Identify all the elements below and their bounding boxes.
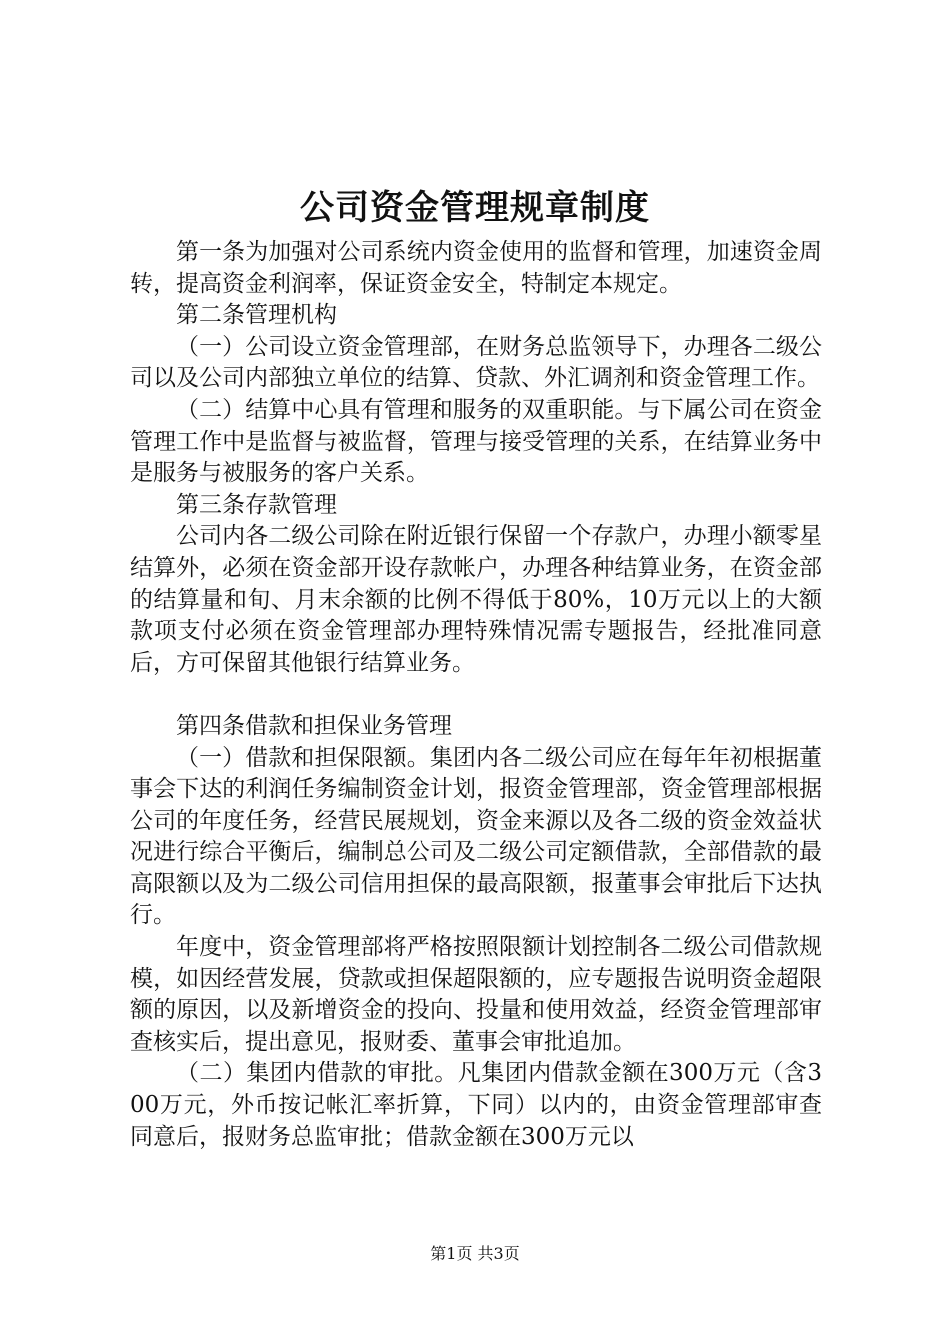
heading-article-2: 第二条管理机构 — [176, 302, 337, 329]
paragraph-article-2-item-2: （二）结算中心具有管理和服务的双重职能。与下属公司在资金管理工作中是监督与被监督，管理与接受管理的关系，在结算业务中是服务与被服务的客户关系。 — [130, 396, 822, 487]
paragraph-article-4-item-1: （一）借款和担保限额。集团内各二级公司应在每年年初根据董事会下达的利润任务编制资金计划，报资金管理部，资金管理部根据公司的年度任务，经营民展规划，资金来源以及各二级的资金效益状况进行综合平衡后，编制总公司及二级公司定额借款，全部借款的最高限额以及为二级公司信用担保的最高限额，报董事会审批后下达执行。 — [130, 744, 822, 929]
paragraph-article-2-item-1: （一）公司设立资金管理部，在财务总监领导下，办理各二级公司以及公司内部独立单位的结算、贷款、外汇调剂和资金管理工作。 — [130, 333, 822, 392]
paragraph-article-4-item-2: （二）集团内借款的审批。凡集团内借款金额在300万元（含300万元，外币按记帐汇率折算，下同）以内的，由资金管理部审查同意后，报财务总监审批；借款金额在300万元以 — [130, 1060, 822, 1150]
heading-article-3: 第三条存款管理 — [176, 491, 337, 518]
page-footer: 第1页 共3页 — [430, 1244, 520, 1263]
paragraph-article-4-annual: 年度中，资金管理部将严格按照限额计划控制各二级公司借款规模，如因经营发展，贷款或担保超限额的，应专题报告说明资金超限额的原因，以及新增资金的投向、投量和使用效益，经资金管理部审查核实后，提出意见，报财委、董事会审批追加。 — [130, 934, 822, 1055]
document-body — [130, 237, 822, 1153]
paragraph-article-3: 公司内各二级公司除在附近银行保留一个存款户，办理小额零星结算外，必须在资金部开设存款帐户，办理各种结算业务，在资金部的结算量和旬、月末余额的比例不得低于80%，10万元以上的大额款项支付必须在资金管理部办理特殊情况需专题报告，经批准同意后，方可保留其他银行结算业务。 — [130, 523, 822, 676]
paragraph-article-1: 第一条为加强对公司系统内资金使用的监督和管理，加速资金周转，提高资金利润率，保证资金安全，特制定本规定。 — [130, 239, 822, 297]
heading-article-4: 第四条借款和担保业务管理 — [176, 712, 452, 739]
document-title: 公司资金管理规章制度 — [300, 188, 650, 228]
